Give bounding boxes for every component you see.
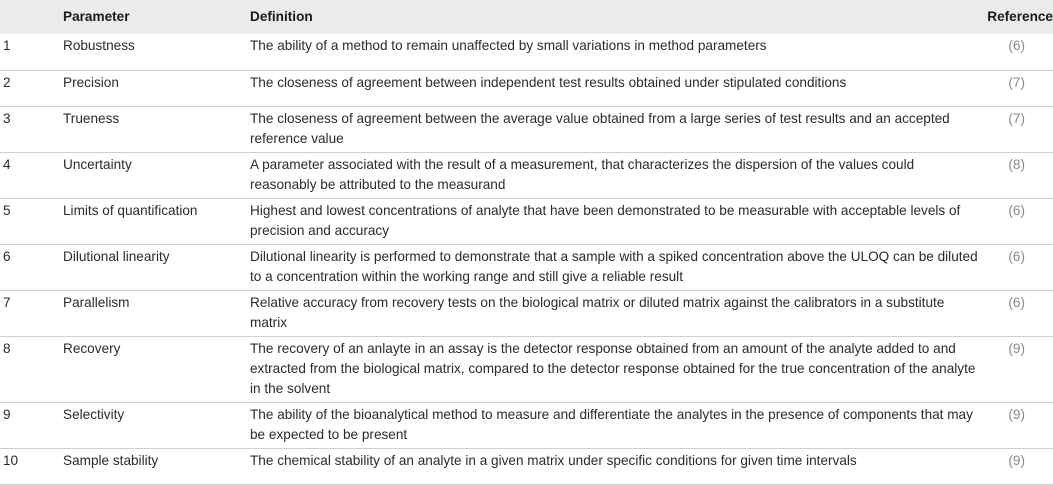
table-row [0, 198, 1053, 244]
row-reference[interactable]: (9) [982, 448, 1053, 484]
row-parameter: Selectivity [63, 402, 250, 448]
row-parameter: Parallelism [63, 290, 250, 336]
table-row [0, 152, 1053, 198]
header-definition: Definition [250, 9, 313, 24]
row-definition: The recovery of an anlayte in an assay is the detector response obtained from an amount of the analyte added to and extracted from the biological matrix, compared to the detector response obtained for the true concentration of the analyte in the solvent [250, 336, 982, 402]
row-definition: The chemical stability of an analyte in a given matrix under specific conditions for given time intervals [250, 448, 982, 484]
row-number: 2 [0, 70, 63, 106]
table-row [0, 106, 1053, 152]
row-number: 7 [0, 290, 63, 336]
row-definition: The closeness of agreement between the average value obtained from a large series of test results and an accepted reference value [250, 106, 982, 152]
row-reference[interactable]: (6) [982, 290, 1053, 336]
row-definition: A parameter associated with the result of a measurement, that characterizes the dispersion of the values could reasonably be attributed to the measurand [250, 152, 982, 198]
header-parameter: Parameter [63, 9, 130, 24]
row-parameter: Uncertainty [63, 152, 250, 198]
row-reference[interactable]: (8) [982, 152, 1053, 198]
header-reference: Reference [987, 9, 1053, 24]
row-definition: The ability of the bioanalytical method to measure and differentiate the analytes in the presence of components that may be expected to be present [250, 402, 982, 448]
row-number: 6 [0, 244, 63, 290]
row-definition: Dilutional linearity is performed to demonstrate that a sample with a spiked concentration above the ULOQ can be diluted to a concentration within the working range and still give a reliable result [250, 244, 982, 290]
table-row [0, 70, 1053, 106]
row-definition: The ability of a method to remain unaffected by small variations in method parameters [250, 38, 767, 53]
table-row [0, 290, 1053, 336]
header-num [0, 0, 63, 34]
row-parameter: Trueness [63, 106, 250, 152]
table-row [0, 34, 1053, 70]
row-number: 1 [3, 38, 11, 53]
row-parameter: Dilutional linearity [63, 244, 250, 290]
row-parameter: Recovery [63, 336, 250, 402]
row-number: 8 [0, 336, 63, 402]
table-row [0, 336, 1053, 402]
row-definition: Relative accuracy from recovery tests on the biological matrix or diluted matrix against the calibrators in a substitute matrix [250, 290, 982, 336]
row-number: 3 [0, 106, 63, 152]
row-reference[interactable]: (9) [982, 336, 1053, 402]
row-reference[interactable]: (6) [982, 198, 1053, 244]
row-parameter: Limits of quantification [63, 198, 250, 244]
row-reference[interactable]: (9) [982, 402, 1053, 448]
table-row [0, 244, 1053, 290]
row-parameter: Precision [63, 70, 250, 106]
row-number: 5 [0, 198, 63, 244]
row-reference[interactable]: (6) [982, 244, 1053, 290]
row-reference[interactable]: (6) [1008, 38, 1025, 53]
table-row [0, 402, 1053, 448]
row-number: 9 [0, 402, 63, 448]
header-row [0, 0, 1053, 34]
row-reference[interactable]: (7) [982, 70, 1053, 106]
row-parameter: Robustness [63, 38, 135, 53]
row-number: 4 [0, 152, 63, 198]
row-number: 10 [0, 448, 63, 484]
row-parameter: Sample stability [63, 448, 250, 484]
row-reference[interactable]: (7) [982, 106, 1053, 152]
row-definition: The closeness of agreement between independent test results obtained under stipulated conditions [250, 70, 982, 106]
row-definition: Highest and lowest concentrations of analyte that have been demonstrated to be measurable with acceptable levels of precision and accuracy [250, 198, 982, 244]
